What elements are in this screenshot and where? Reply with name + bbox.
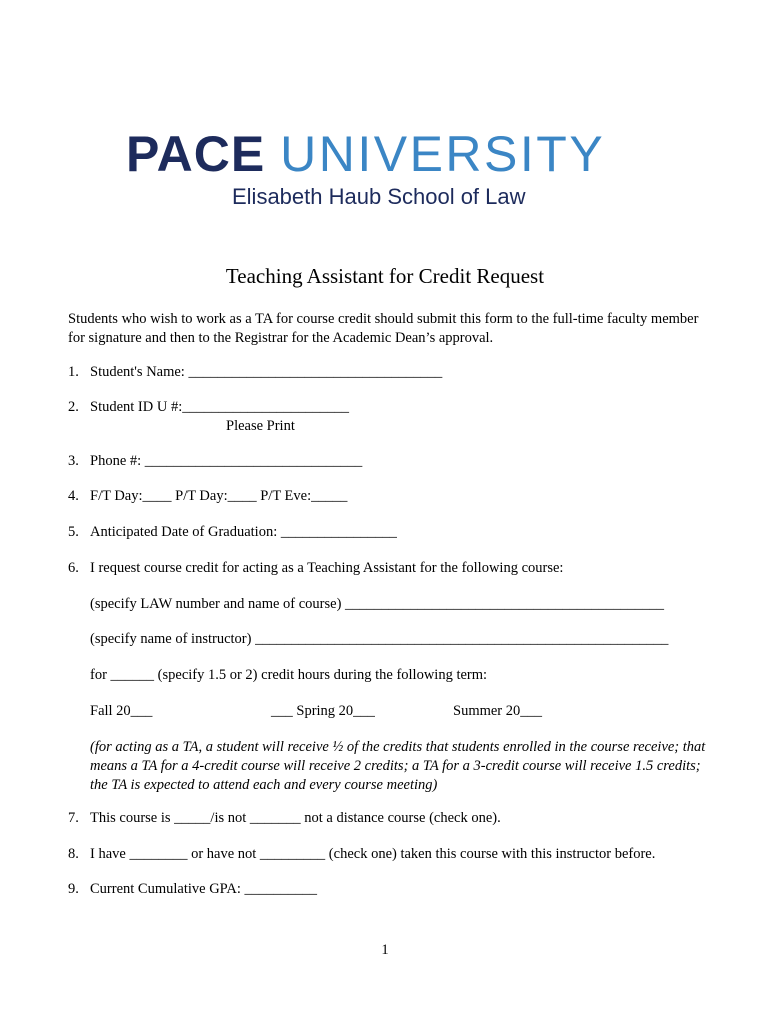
field-instructor[interactable]: (specify name of instructor) _________________________________________________________ [90, 631, 669, 647]
field-graduation-date[interactable] [68, 524, 397, 541]
field-prior-course[interactable] [68, 846, 655, 863]
form-title: Teaching Assistant for Credit Request [225, 264, 545, 288]
item-number: 9. [68, 881, 79, 897]
field-label: F/T Day:____ P/T Day:____ P/T Eve:_____ [90, 488, 348, 504]
item-number: 7. [68, 810, 79, 826]
field-label: Student's Name: ___________________________________ [90, 364, 443, 380]
item-number: 6. [68, 560, 79, 576]
field-gpa[interactable] [68, 881, 317, 898]
logo-university: UNIVERSITY [280, 126, 606, 182]
item-number: 8. [68, 846, 79, 862]
field-phone[interactable] [68, 453, 362, 470]
logo-pace: PACE [126, 126, 266, 182]
field-credit-hours[interactable]: for ______ (specify 1.5 or 2) credit hours during the following term: [90, 667, 488, 683]
statement-text: I request course credit for acting as a Teaching Assistant for the following course: [90, 560, 564, 576]
item-number: 3. [68, 453, 79, 469]
please-print-note: Please Print [226, 418, 295, 434]
item-number: 5. [68, 524, 79, 540]
university-logo [94, 100, 678, 240]
logo-wordmark [126, 126, 605, 182]
term-spring[interactable]: ___ Spring 20___ [271, 703, 375, 719]
field-label: Current Cumulative GPA: __________ [90, 881, 318, 897]
term-summer[interactable]: Summer 20___ [453, 703, 543, 719]
field-schedule[interactable] [68, 488, 347, 505]
item-number: 1. [68, 364, 79, 380]
field-label: This course is _____/is not _______ not a distance course (check one). [90, 810, 501, 826]
item-number: 2. [68, 399, 79, 415]
field-label: I have ________ or have not _________ (check one) taken this course with this instructor before. [90, 846, 656, 862]
field-label: Phone #: ______________________________ [90, 453, 363, 469]
field-student-id[interactable] [68, 399, 349, 416]
field-student-name[interactable] [68, 364, 442, 381]
term-fall[interactable]: Fall 20___ [90, 703, 153, 719]
logo-school-name: Elisabeth Haub School of Law [232, 184, 526, 209]
field-label: Anticipated Date of Graduation: ________________ [90, 524, 397, 540]
item-number: 4. [68, 488, 79, 504]
field-course[interactable]: (specify LAW number and name of course) ____________________________________________ [90, 596, 665, 612]
page-number: 1 [381, 942, 389, 958]
intro-paragraph: Students who wish to work as a TA for course credit should submit this form to the full-time faculty member for signature and then to the Registrar for the Academic Dean’s approval. [68, 311, 699, 346]
field-label: Student ID U #:_______________________ [90, 399, 349, 415]
credit-note: (for acting as a TA, a student will receive ½ of the credits that students enrolled in the course receive; that means a TA for a 4-credit course will receive 2 credits; a TA for a 3-credit course will receive 1.5 credits; the TA is expected to attend each and every course meeting) [90, 739, 706, 793]
course-request-statement [68, 560, 563, 577]
field-distance-course[interactable] [68, 810, 501, 827]
